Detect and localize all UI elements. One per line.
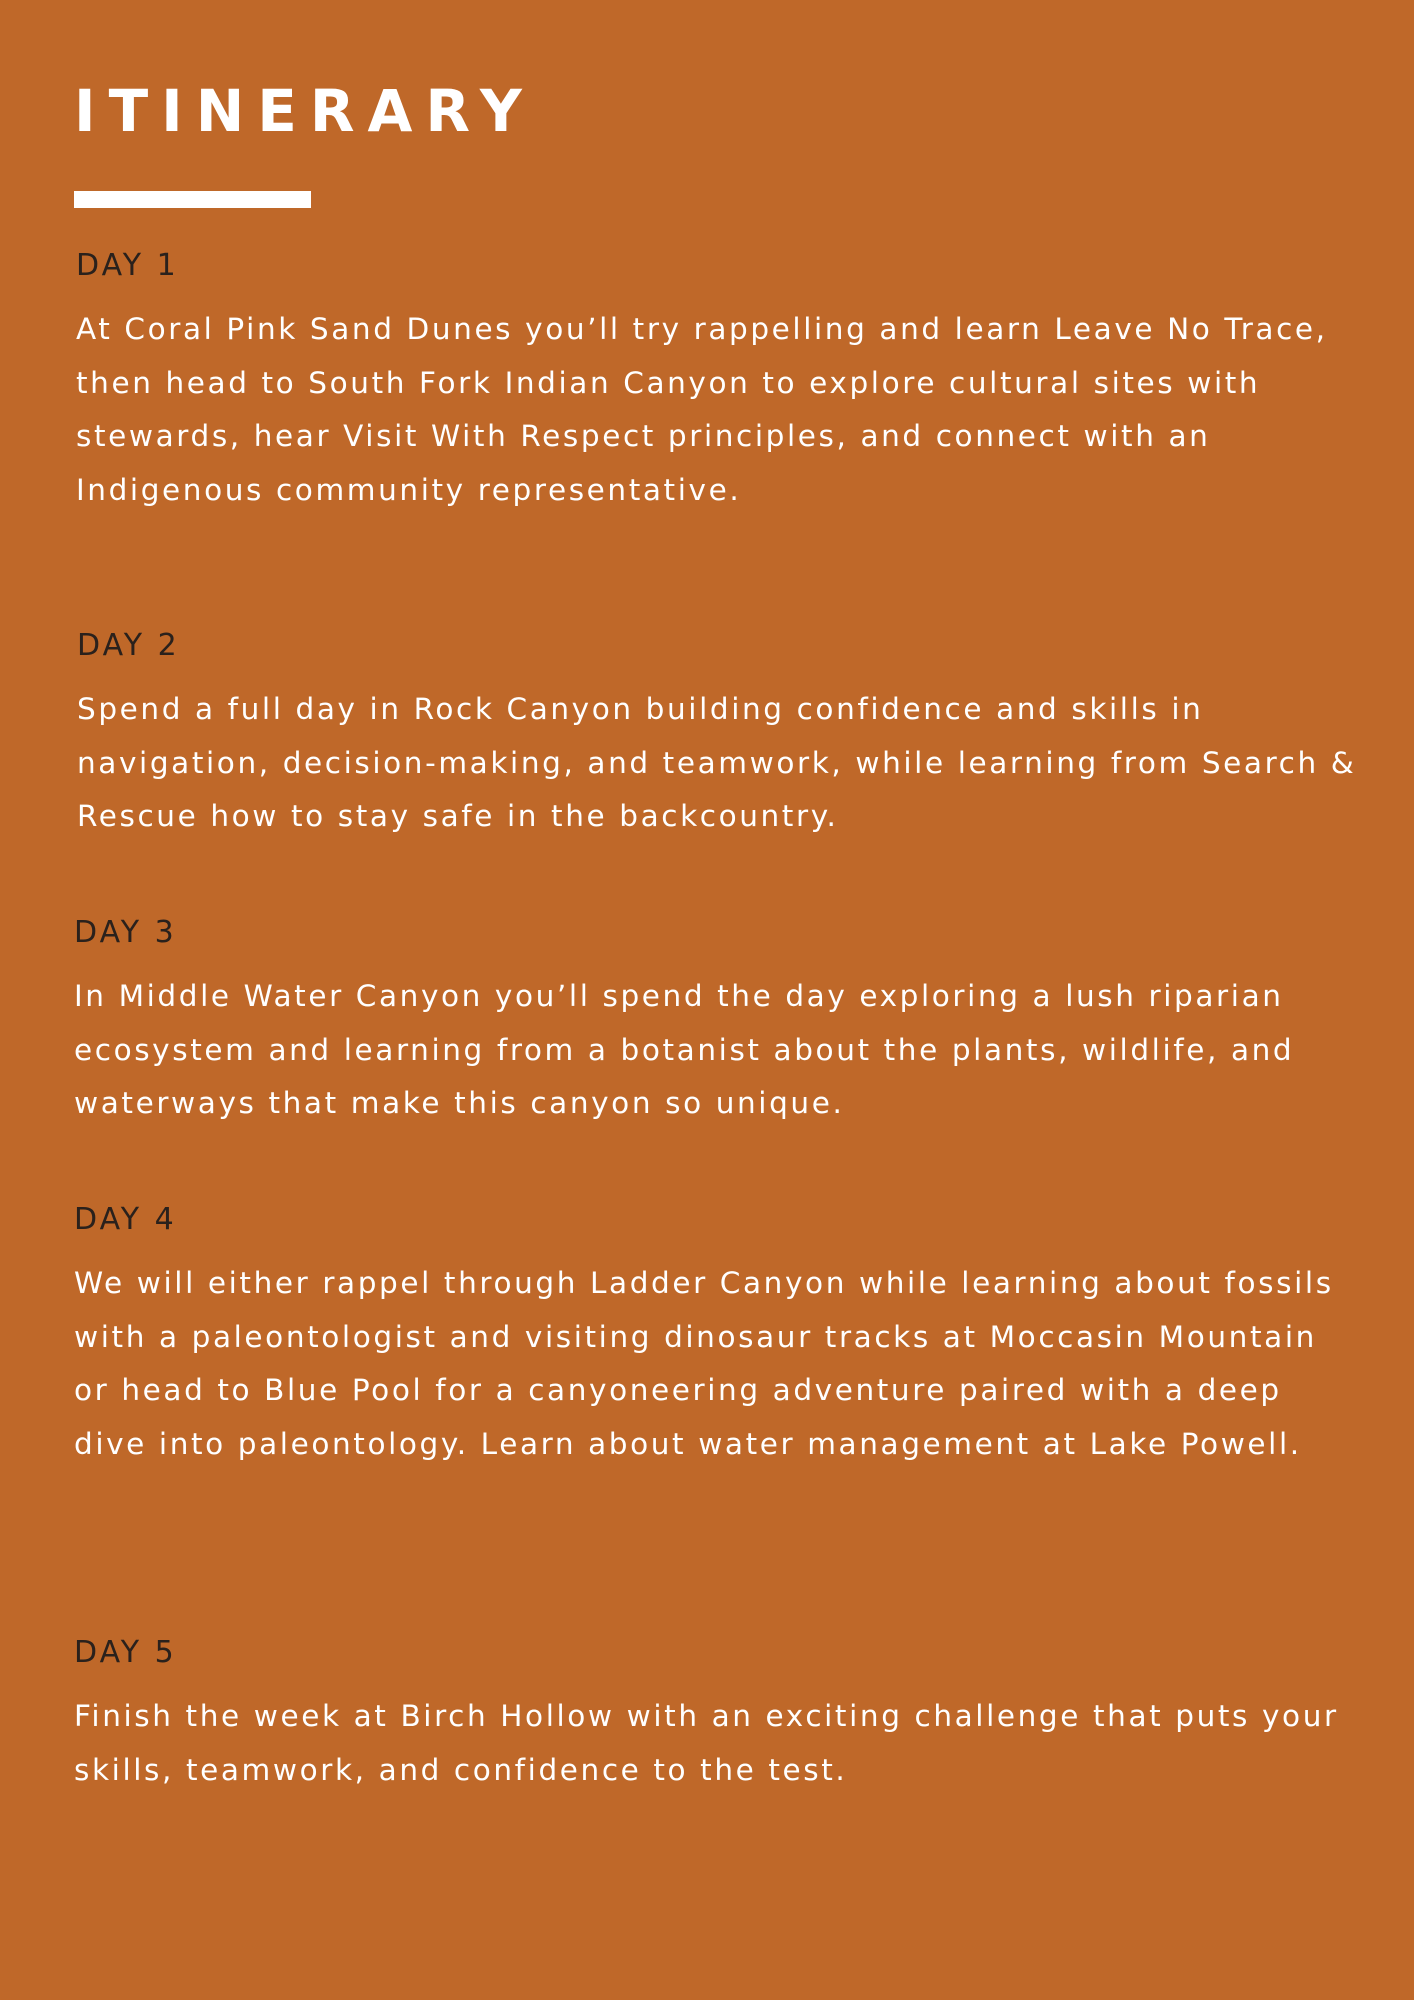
day-1-section (76, 248, 1366, 517)
day-2-section (77, 628, 1367, 844)
day-4-description: We will either rappel through Ladder Canyon while learning about fossils with a paleontologist and visiting dinosaur tracks at Moccasin Mountain or head to Blue Pool for a canyoneering adventure paired with a deep dive into paleontology. Learn about water management at Lake Powell. (74, 1266, 1334, 1461)
day-5-description: Finish the week at Birch Hollow with an exciting challenge that puts your skills, teamwork, and confidence to the test. (74, 1699, 1339, 1787)
day-5-section (74, 1635, 1364, 1797)
page-title: ITINERARY (74, 77, 535, 145)
day-4-section (74, 1202, 1364, 1471)
day-3-description: In Middle Water Canyon you’ll spend the day exploring a lush riparian ecosystem and learning from a botanist about the plants, wildlife, and waterways that make this canyon so unique. (74, 979, 1295, 1120)
day-2-description: Spend a full day in Rock Canyon building confidence and skills in navigation, decision-making, and teamwork, while learning from Search & Rescue how to stay safe in the backcountry. (77, 692, 1357, 833)
title-underline (74, 191, 311, 208)
day-1-description: At Coral Pink Sand Dunes you’ll try rappelling and learn Leave No Trace, then head to South Fork Indian Canyon to explore cultural sites with stewards, hear Visit With Respect principles, and connect with an Indigenous community representative. (76, 312, 1328, 507)
day-4-heading: DAY 4 (74, 1202, 177, 1237)
day-3-heading: DAY 3 (74, 915, 177, 950)
day-2-heading: DAY 2 (77, 628, 180, 663)
day-5-heading: DAY 5 (74, 1635, 177, 1670)
day-1-heading: DAY 1 (76, 248, 179, 283)
day-3-section (74, 915, 1364, 1131)
